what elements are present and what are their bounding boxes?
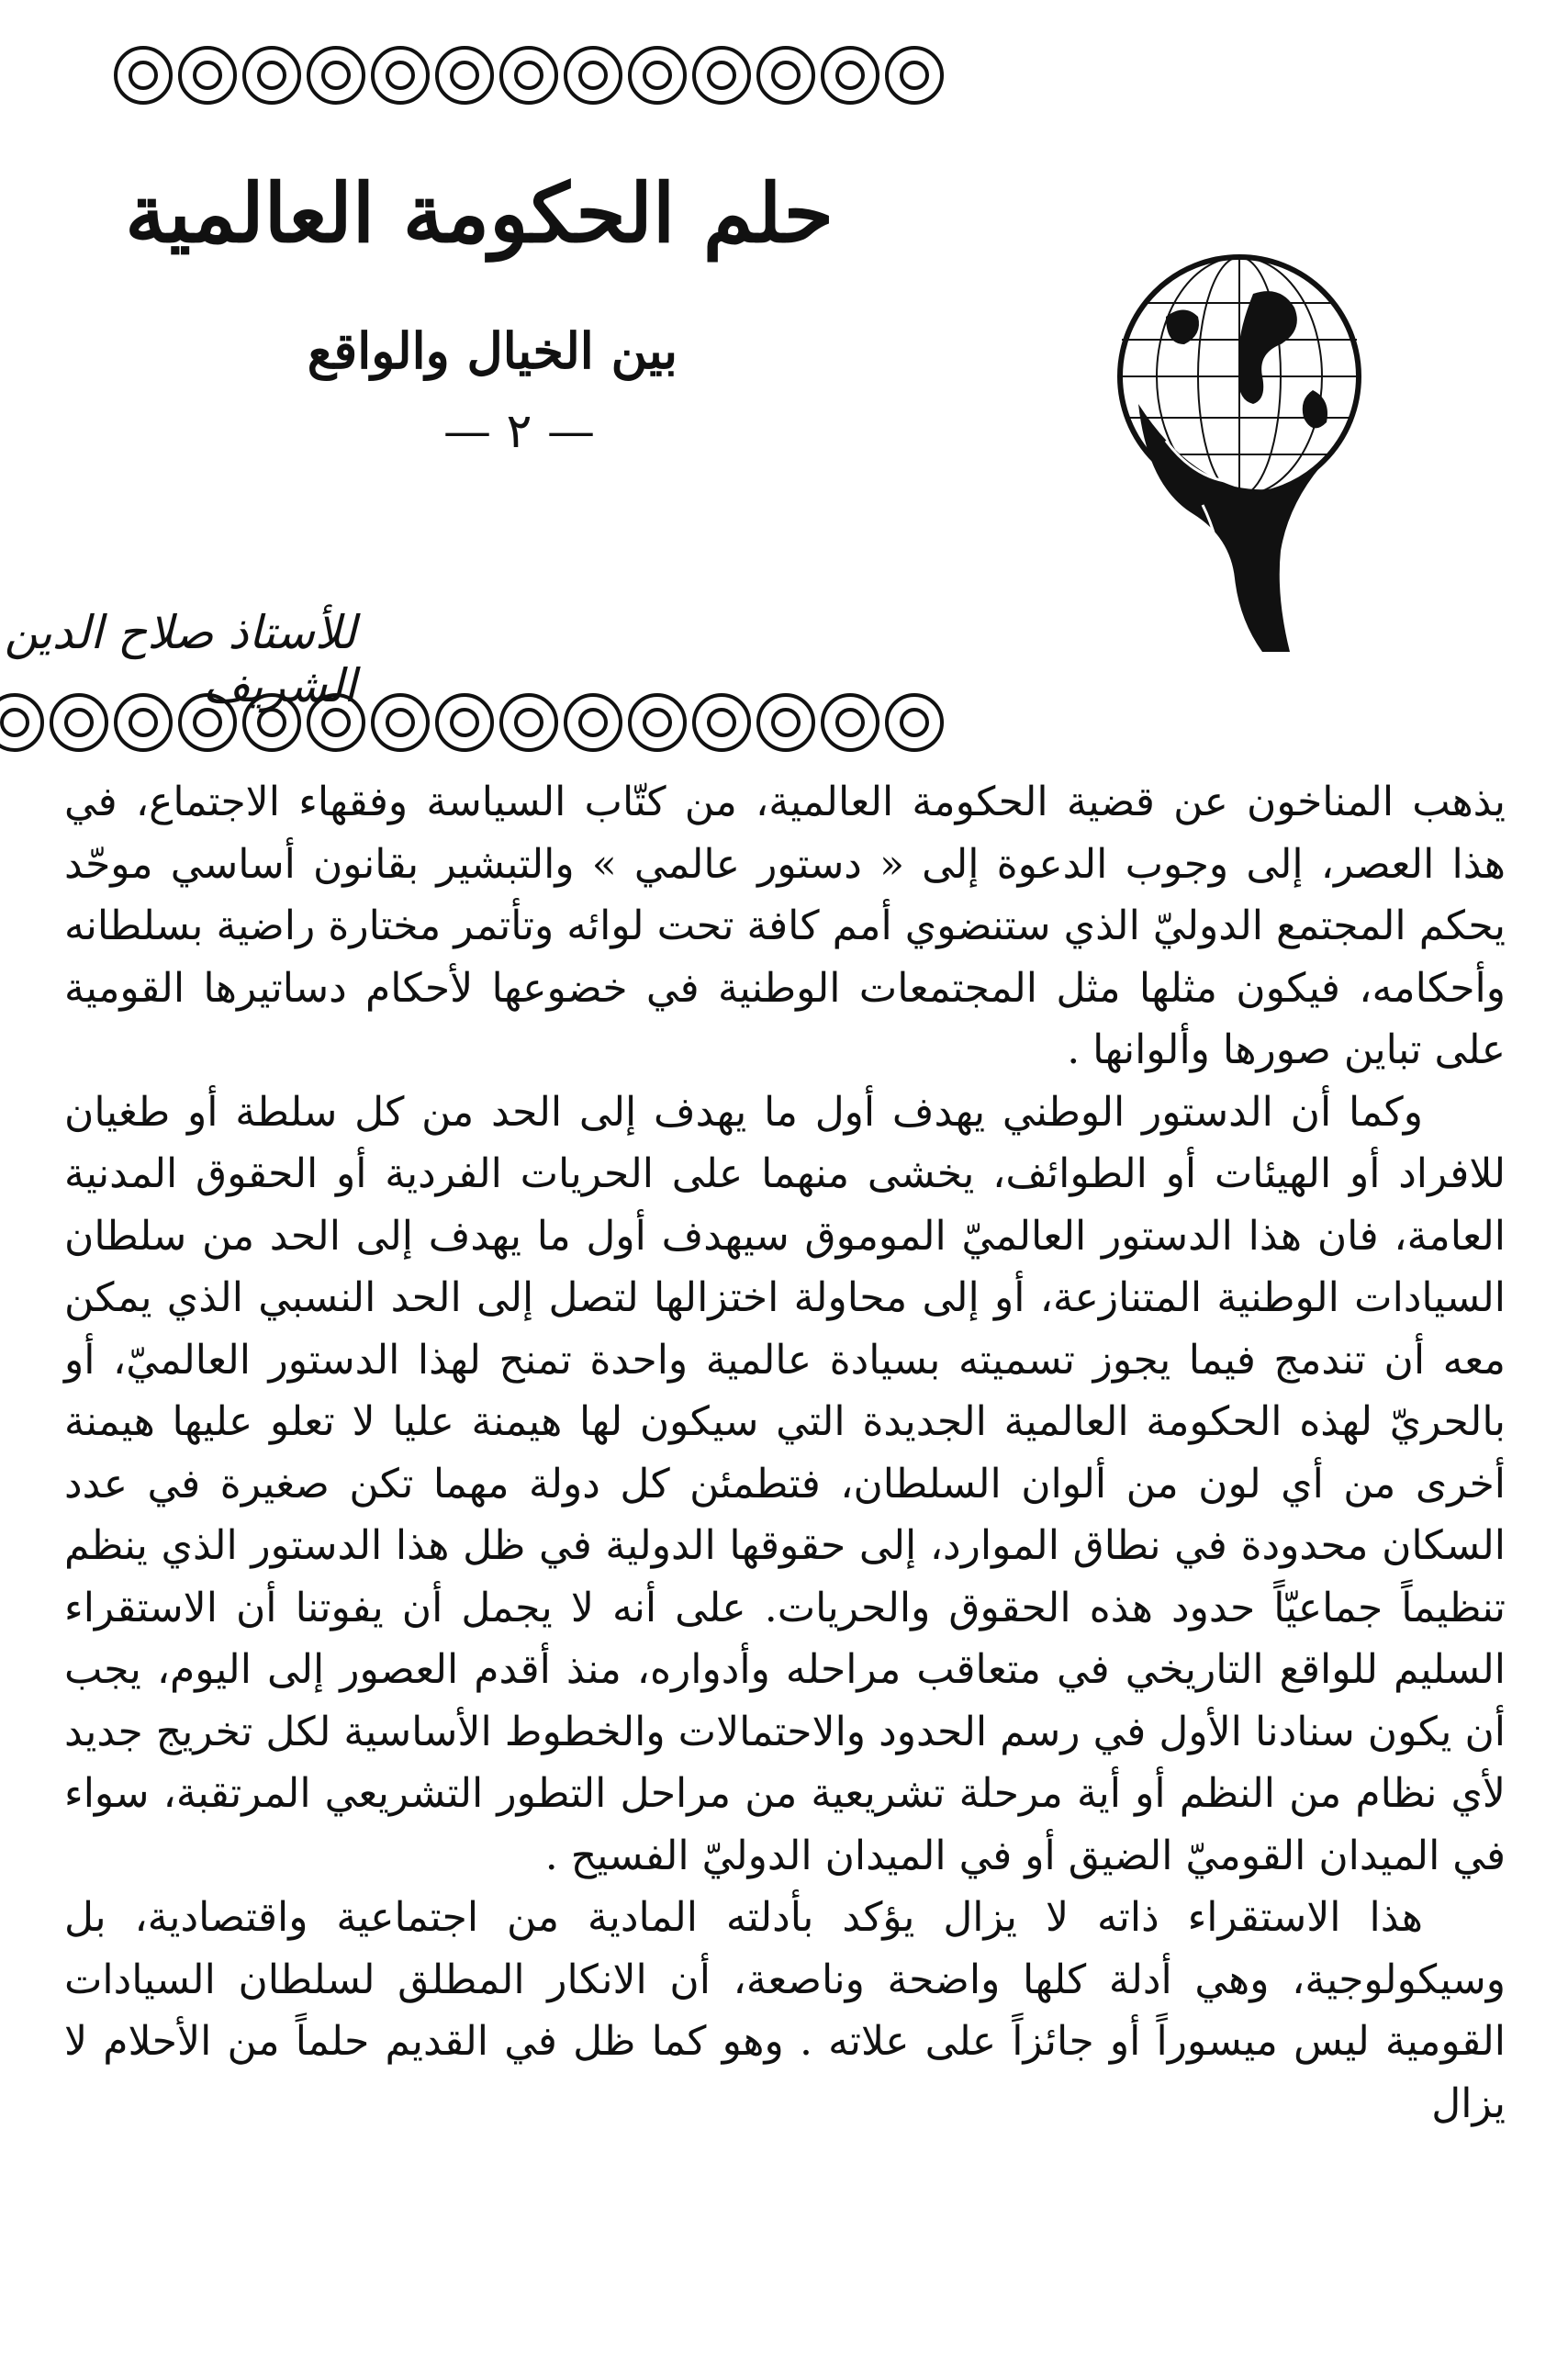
rosette-ornament xyxy=(692,693,751,752)
globe-in-hand-illustration xyxy=(1102,230,1368,661)
rosette-ornament xyxy=(692,46,751,105)
rosette-ornament xyxy=(307,46,365,105)
bottom-ornament-border xyxy=(0,693,944,757)
rosette-ornament xyxy=(756,46,815,105)
rosette-ornament xyxy=(371,46,430,105)
author-byline: للأستاذ صلاح الدين الشريف xyxy=(4,606,356,712)
rosette-ornament xyxy=(435,46,494,105)
rosette-ornament xyxy=(499,693,558,752)
rosette-ornament xyxy=(0,693,44,752)
rosette-ornament xyxy=(435,693,494,752)
article-paragraph: هذا الاستقراء ذاته لا يزال يؤكد بأدلته المادية من اجتماعية واقتصادية، بل وسيكولوجية، وهي أدلة كلها واضحة وناصعة، أن الانكار المطلق لسلطان السيادات القومية ليس ميسوراً أو جائزاً على علاته . وهو كما ظل في القديم حلماً من الأحلام لا يزال xyxy=(64,1894,1506,2127)
top-ornament-border xyxy=(114,46,944,110)
part-number: — ٢ — xyxy=(443,404,595,459)
rosette-ornament xyxy=(178,46,237,105)
rosette-ornament xyxy=(885,693,944,752)
article-paragraph: وكما أن الدستور الوطني يهدف أول ما يهدف إلى الحد من كل سلطة أو طغيان للافراد أو الهيئات أو الطوائف، يخشى منهما على الحريات الفردية أو الحقوق المدنية العامة، فان هذا الدستور العالميّ الموموق سيهدف أول ما يهدف إلى الحد من سلطان السيادات الوطنية المتنازعة، أو إلى محاولة اختزالها لتصل إلى الحد النسبي الذي يمكن معه أن تندمج فيما يجوز تسميته بسيادة عالمية واحدة تمنح لهذا الدستور العالميّ، أو بالحريّ لهذه الحكومة العالمية الجديدة التي سيكون لها هيمنة عليا لا تعلو عليها هيمنة أخرى من أي لون من ألوان السلطان، فتطمئن كل دولة مهما تكن صغيرة في عدد السكان محدودة في نطاق الموارد، إلى حقوقها الدولية في ظل هذا الدستور الذي ينظم تنظيماً جماعيّاً حدود هذه الحقوق والحريات. على أنه لا يجمل أن يفوتنا أن الاستقراء السليم للواقع التاريخي في متعاقب مراحله وأدواره، منذ أقدم العصور إلى اليوم، يجب أن يكون سنادنا الأول في رسم الحدود والاحتمالات والخطوط الأساسية لكل تخريج جديد لأي نظام من النظم أو أية مرحلة تشريعية من مراحل التطور التشريعي المرتقبة، سواء في الميدان القوميّ الضيق أو في الميدان الدوليّ الفسيح . xyxy=(64,1088,1506,1879)
rosette-ornament xyxy=(821,693,879,752)
rosette-ornament xyxy=(628,693,687,752)
rosette-ornament xyxy=(499,46,558,105)
article-body xyxy=(64,771,1506,2135)
rosette-ornament xyxy=(885,46,944,105)
rosette-ornament xyxy=(628,46,687,105)
rosette-ornament xyxy=(114,693,173,752)
rosette-ornament xyxy=(242,693,301,752)
rosette-ornament xyxy=(756,693,815,752)
rosette-ornament xyxy=(564,46,622,105)
rosette-ornament xyxy=(307,693,365,752)
rosette-ornament xyxy=(242,46,301,105)
rosette-ornament xyxy=(564,693,622,752)
rosette-ornament xyxy=(371,693,430,752)
rosette-ornament xyxy=(821,46,879,105)
rosette-ornament xyxy=(114,46,173,105)
rosette-ornament xyxy=(50,693,108,752)
rosette-ornament xyxy=(178,693,237,752)
article-paragraph: يذهب المناخون عن قضية الحكومة العالمية، من كتّاب السياسة وفقهاء الاجتماع، في هذا العصر، إلى وجوب الدعوة إلى « دستور عالمي » والتبشير بقانون أساسي موحّد يحكم المجتمع الدوليّ الذي ستنضوي أمم كافة تحت لوائه وتأتمر مختارة راضية بسلطانه وأحكامه، فيكون مثلها مثل المجتمعات الوطنية في خضوعها لأحكام دساتيرها القومية على تباين صورها وألوانها . xyxy=(64,779,1506,1073)
article-title: حلم الحكومة العالمية xyxy=(125,165,834,261)
article-subtitle: بين الخيال والواقع xyxy=(307,321,678,380)
